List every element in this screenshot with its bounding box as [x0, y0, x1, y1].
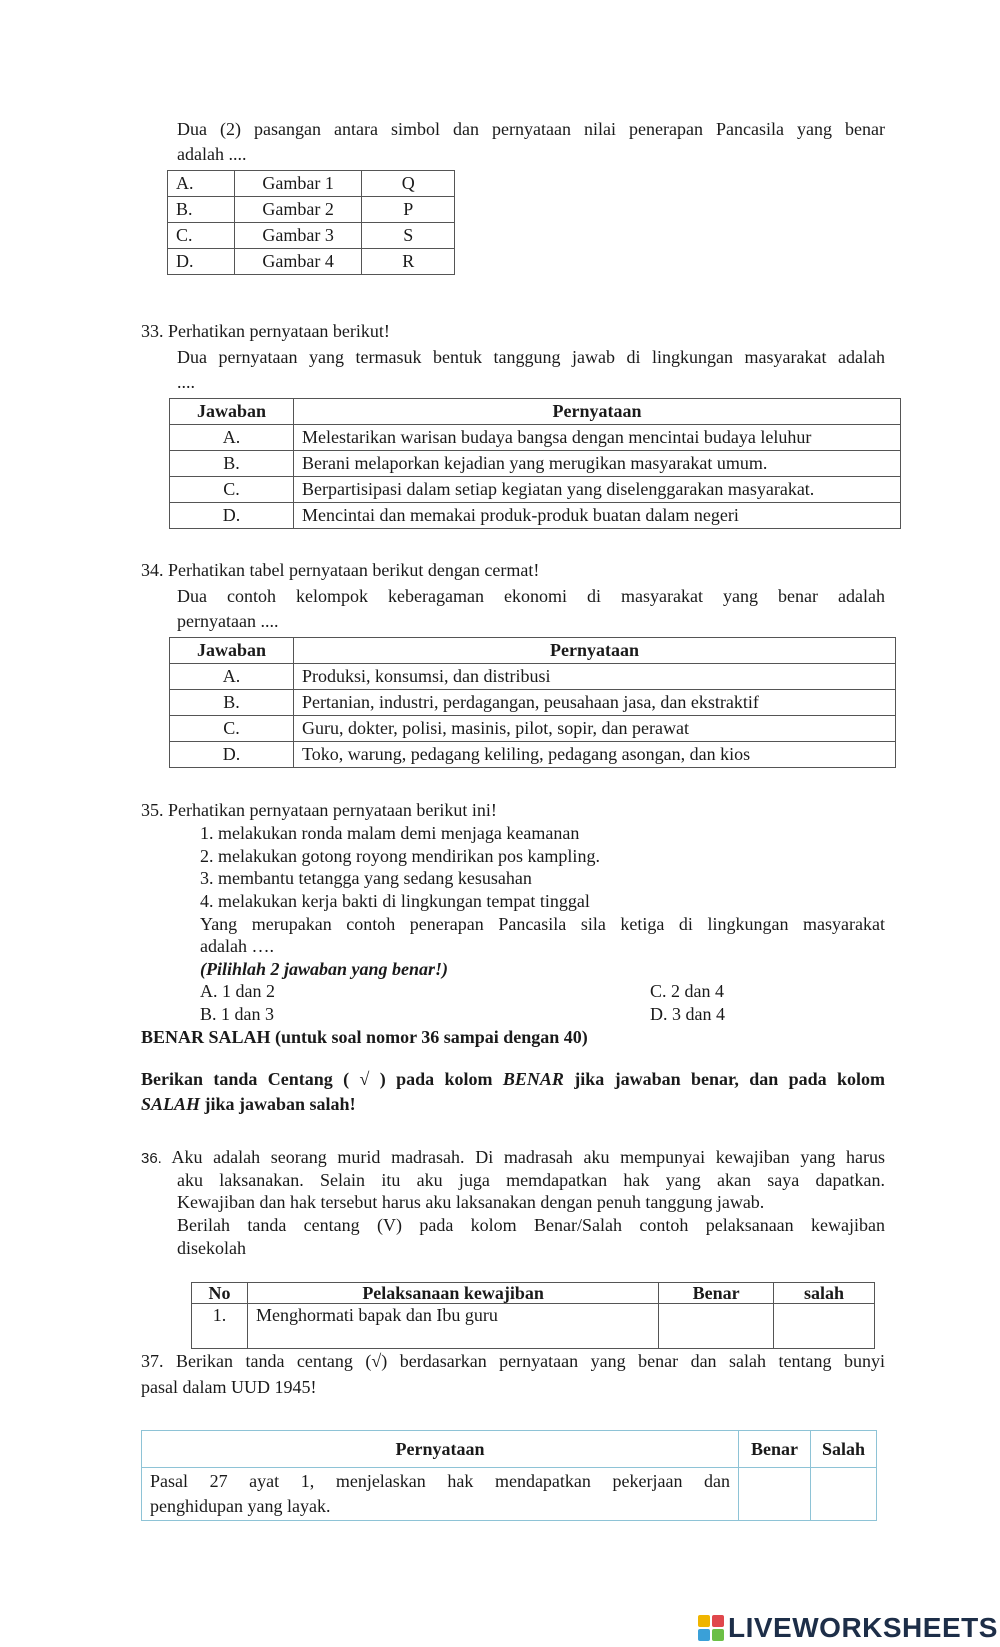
q34-opt: B. — [170, 690, 294, 716]
table-row — [170, 742, 896, 768]
q36-col-benar: Benar — [659, 1283, 774, 1304]
q34-text: Pertanian, industri, perdagangan, peusahaan jasa, dan ekstraktif — [294, 690, 896, 716]
q37-row-line2: penghidupan yang layak. — [150, 1496, 331, 1516]
q32-gambar: Gambar 1 — [234, 171, 362, 197]
q36-row-text: Menghormati bapak dan Ibu guru — [247, 1304, 658, 1349]
table-row — [170, 690, 896, 716]
q34-table — [169, 637, 896, 768]
q34-line1: Dua contoh kelompok keberagaman ekonomi di masyarakat yang benar adalah — [177, 586, 885, 606]
q36-col-item: Pelaksanaan kewajiban — [247, 1283, 658, 1304]
q32-gambar: Gambar 2 — [234, 197, 362, 223]
q32-opt: B. — [168, 197, 235, 223]
q35-question-line2: adalah …. — [200, 936, 274, 956]
q36-line2: aku laksanakan. Selain itu aku juga memdapatkan hak yang akan saya dapatkan. — [177, 1170, 885, 1190]
q33-text: Mencintai dan memakai produk-produk buatan dalam negeri — [294, 503, 901, 529]
q34-opt: C. — [170, 716, 294, 742]
q33-opt: C. — [170, 477, 294, 503]
q36-table — [191, 1282, 875, 1349]
q33-text: Berani melaporkan kejadian yang merugikan masyarakat umum. — [294, 451, 901, 477]
q32-symbol: R — [362, 249, 455, 275]
q35-option-a: A. 1 dan 2 — [200, 981, 275, 1001]
q37-table — [141, 1430, 877, 1521]
q32-opt: A. — [168, 171, 235, 197]
instruction-text: jika jawaban benar, dan pada kolom — [563, 1069, 886, 1089]
q35-item-1: 1. melakukan ronda malam demi menjaga keamanan — [200, 823, 580, 843]
table-header-row — [170, 638, 896, 664]
q35-item-2: 2. melakukan gotong royong mendirikan pos kampling. — [200, 846, 600, 866]
q32-gambar: Gambar 3 — [234, 223, 362, 249]
q35-option-d: D. 3 dan 4 — [650, 1004, 725, 1024]
table-row — [170, 477, 901, 503]
q36-row-no: 1. — [192, 1304, 248, 1349]
q34-heading: 34. Perhatikan tabel pernyataan berikut dengan cermat! — [141, 560, 540, 580]
q34-opt: D. — [170, 742, 294, 768]
benar-salah-instruction-line1 — [141, 1068, 885, 1091]
table-row — [170, 425, 901, 451]
benar-salah-instruction-line2 — [141, 1093, 356, 1116]
table-row — [142, 1468, 877, 1521]
q32-gambar: Gambar 4 — [234, 249, 362, 275]
q32-symbol: S — [362, 223, 455, 249]
instruction-text: jika jawaban salah! — [200, 1094, 356, 1114]
q36-salah-cell[interactable] — [774, 1304, 875, 1349]
q34-line2: pernyataan .... — [177, 611, 279, 631]
q32-intro-line2: adalah .... — [177, 144, 247, 164]
q36-line5: disekolah — [177, 1238, 246, 1258]
q33-opt: D. — [170, 503, 294, 529]
table-row — [170, 503, 901, 529]
q34-text: Guru, dokter, polisi, masinis, pilot, sopir, dan perawat — [294, 716, 896, 742]
q35-question-line1: Yang merupakan contoh penerapan Pancasila sila ketiga di lingkungan masyarakat — [200, 914, 885, 934]
table-row — [192, 1304, 875, 1349]
q33-line2: .... — [177, 372, 195, 392]
table-header-row — [192, 1283, 875, 1304]
q37-col-statement: Pernyataan — [142, 1431, 739, 1468]
table-row — [170, 716, 896, 742]
q37-line2: pasal dalam UUD 1945! — [141, 1377, 317, 1397]
instruction-salah: SALAH — [141, 1094, 201, 1114]
q33-text: Berpartisipasi dalam setiap kegiatan yang diselenggarakan masyarakat. — [294, 477, 901, 503]
q35-option-b: B. 1 dan 3 — [200, 1004, 274, 1024]
q35-item-3: 3. membantu tetangga yang sedang kesusahan — [200, 868, 532, 888]
q37-row-line1: Pasal 27 ayat 1, menjelaskan hak mendapatkan pekerjaan dan — [150, 1471, 731, 1491]
q33-heading: 33. Perhatikan pernyataan berikut! — [141, 321, 390, 341]
q33-opt: A. — [170, 425, 294, 451]
q34-text: Produksi, konsumsi, dan distribusi — [294, 664, 896, 690]
q33-line1: Dua pernyataan yang termasuk bentuk tanggung jawab di lingkungan masyarakat adalah — [177, 347, 885, 367]
q32-table — [167, 170, 455, 275]
q36-benar-cell[interactable] — [659, 1304, 774, 1349]
liveworksheets-logo — [697, 1612, 998, 1644]
q37-col-salah: Salah — [811, 1431, 877, 1468]
instruction-text: Berikan tanda Centang ( √ ) pada kolom — [141, 1069, 503, 1089]
q32-opt: D. — [168, 249, 235, 275]
instruction-benar: BENAR — [502, 1069, 564, 1089]
q37-col-benar: Benar — [739, 1431, 811, 1468]
q34-text: Toko, warung, pedagang keliling, pedagang asongan, dan kios — [294, 742, 896, 768]
q37-salah-cell[interactable] — [811, 1468, 877, 1521]
q37-row-statement — [142, 1468, 739, 1521]
table-row — [168, 197, 455, 223]
table-row — [168, 171, 455, 197]
q33-col-answer: Jawaban — [170, 399, 294, 425]
q36-col-no: No — [192, 1283, 248, 1304]
q36-col-salah: salah — [774, 1283, 875, 1304]
q36-line4: Berilah tanda centang (V) pada kolom Benar/Salah contoh pelaksanaan kewajiban — [177, 1215, 885, 1235]
benar-salah-title: BENAR SALAH (untuk soal nomor 36 sampai dengan 40) — [141, 1027, 588, 1047]
q34-col-answer: Jawaban — [170, 638, 294, 664]
q35-heading: 35. Perhatikan pernyataan pernyataan berikut ini! — [141, 800, 497, 820]
q33-text: Melestarikan warisan budaya bangsa dengan mencintai budaya leluhur — [294, 425, 901, 451]
q37-line1: 37. Berikan tanda centang (√) berdasarkan pernyataan yang benar dan salah tentang bunyi — [141, 1351, 885, 1371]
q32-opt: C. — [168, 223, 235, 249]
q33-opt: B. — [170, 451, 294, 477]
q34-opt: A. — [170, 664, 294, 690]
table-row — [168, 223, 455, 249]
liveworksheets-wordmark: LIVEWORKSHEETS — [728, 1612, 998, 1643]
q32-intro-line1: Dua (2) pasangan antara simbol dan pernyataan nilai penerapan Pancasila yang benar — [177, 119, 885, 139]
q33-col-statement: Pernyataan — [294, 399, 901, 425]
q36-text: Aku adalah seorang murid madrasah. Di madrasah aku mempunyai kewajiban yang harus — [161, 1147, 885, 1167]
table-header-row — [170, 399, 901, 425]
table-row — [170, 664, 896, 690]
q34-col-statement: Pernyataan — [294, 638, 896, 664]
q33-table — [169, 398, 901, 529]
q35-instruction: (Pilihlah 2 jawaban yang benar!) — [200, 959, 449, 979]
q32-symbol: P — [362, 197, 455, 223]
q36-line3: Kewajiban dan hak tersebut harus aku laksanakan dengan penuh tanggung jawab. — [177, 1192, 765, 1212]
liveworksheets-logo-icon — [697, 1614, 725, 1642]
q35-option-c: C. 2 dan 4 — [650, 981, 724, 1001]
q32-symbol: Q — [362, 171, 455, 197]
q37-benar-cell[interactable] — [739, 1468, 811, 1521]
q35-item-4: 4. melakukan kerja bakti di lingkungan tempat tinggal — [200, 891, 590, 911]
table-header-row — [142, 1431, 877, 1468]
q36-number: 36. — [141, 1150, 162, 1167]
table-row — [168, 249, 455, 275]
q36-line1 — [141, 1146, 885, 1170]
table-row — [170, 451, 901, 477]
